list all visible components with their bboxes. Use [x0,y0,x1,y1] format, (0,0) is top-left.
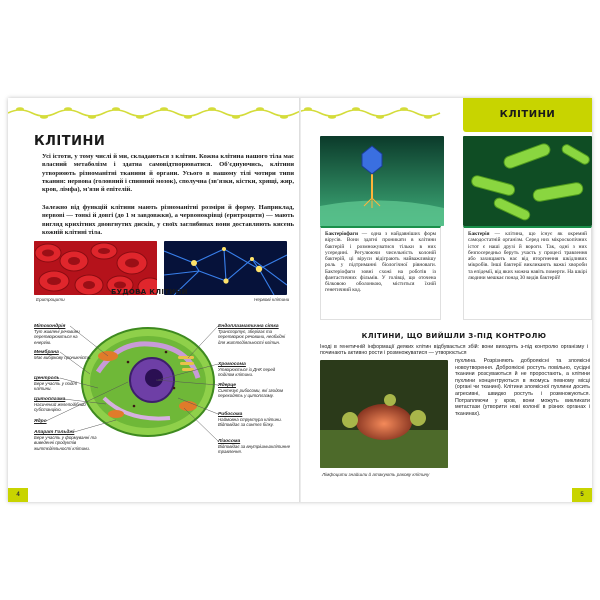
phage-term: Бактеріофаги [325,231,358,237]
cancer-cell-photo [320,360,448,468]
label-mitochondria-name: Мітохондрія [34,324,66,329]
label-nucleolus-name: Ядерце [218,383,236,388]
label-golgi-text: Бере участь у формуванні та виведенні продуктів життєдіяльності клітини. [34,435,97,451]
label-centriole-text: Бере участь у поділі клітини. [34,381,77,392]
caption-neurons: Нервові клітини [254,297,290,302]
label-chromosome-text: Утворюється із ДНК перед поділом клітини. [218,367,276,378]
label-leader-lines [8,98,300,502]
label-membrane-name: Мембрана [34,350,59,355]
label-chromosome-name: Хромосома [218,362,246,367]
page-number-right: 5 [572,488,592,502]
section-badge-label: КЛІТИНИ [499,109,556,120]
section-intro: Іноді в генетичній інформації деяких клітин відбувається збій: вони виходять з-під контролю організму і починають активно рости і розмножуватися — утворюється [320,344,588,357]
page-number-left: 4 [8,488,28,502]
caption-erythrocytes: Еритроцити [36,297,65,302]
bacteria-term: Бактерія [468,231,490,237]
label-ribosome-text: Наймовна структура клітини. Відповідає за синтез білку. [218,417,282,428]
label-mitochondria-text: Тут живлені речовини перетворюються на енергію. [34,329,80,345]
label-er-text: Транспортує, зберігає та перетворює речовини, необхідні для життєдіяльності клітин. [218,329,286,345]
label-er-name: Ендоплазматична сітка [218,324,279,329]
bacteria-card [463,226,592,320]
page-title: КЛІТИНИ [34,134,106,149]
structure-title: БУДОВА КЛІТИНИ [111,288,188,296]
section-badge [463,98,592,132]
label-centriole-name: Центроль [34,376,60,381]
label-membrane-text: Має вибіркову проникність. [34,355,92,361]
phage-text: — одна з найдавніших форм вірусів. Вони здатні проникати в клітини бактерій і розмножуватися тільки в них усередині. Регулюючи чисельність колоній бактерій, ці віруси відіграють найважливішу роль у підтриманні біологічної рівноваги. Бактеріофаги зовні схожі на роботів із фантастичних фільмів. У голівці, що оточена білковою оболонкою, міститься їхній генетичний код. [325,231,436,294]
section-body: пухлина. Розрізняють доброякісні та злоякісні новоутворення. Доброякісні ростуть повільно, сусідні тканини розсуваються й не проростають, а клітини пухлини концентруються в якомусь певному місці (органі чи тканині). Клітини злоякісної пухлини досить агресивні, швидко ростуть і розмножуються. Потрапляючи у кров, вони можуть викликати метастази (утворити нові колонії в різних органах і тканинах). [455,358,590,417]
book-spread [8,98,592,502]
label-lysosome-name: Лізосома [218,439,241,444]
bacteria-text: — клітина, що існує як окремий самодостатній організм. Серед них мікроскопічних істот є наші друзі й вороги. Так, одні з них безпосередньо беруть участь у процесі травлення або захищають нас від вторгнення шкідливих мікробів. Інші бактерії викликають важкі хвороби та епідемії, від яких можна навіть померти. На шкірі людини мешкає понад 30 видів бактерій! [468,231,587,281]
phage-card [320,226,441,320]
bacteria-photo [463,136,592,226]
label-nucleolus-text: Синтезує рибосоми, які згодом переходять у цитоплазму. [218,388,283,399]
label-golgi-name: Апарат Гольджі [34,430,75,435]
label-nucleus-name: Ядро [34,419,47,424]
label-lysosome-text: Відповідає за внутрішньоклітинне травлення. [218,444,291,455]
bacteriophage-photo [320,136,444,226]
cancer-photo-caption: Лімфоцити знайшли й атакують ракову клітину [322,472,430,477]
intro-paragraph-2: Залежно від функцій клітини мають різноманітні розміри й форму. Наприклад, нервові — тонкі й довгі (до 1 м завдовжки), а червонокрівці (еритроцити) — мають вигляд крихітних двовгнутих дисків, у своїх заглибинах вони доставляють кисень кожній клітині тіла. [42,204,294,236]
intro-paragraph: Усі істоти, у тому числі й ми, складаються з клітин. Кожна клітина нашого тіла має власний метаболізм і здатна самовідтворюватися. Об'єднуючись, клітини утворюють різноманітні тканини й органи. Усього в нашому тілі чотири типи тканин: нервова (головний і спинний мозок), сполучна (зв'язки, кістки, хрящі, жир, кров, лімфа), м'язи й епітелій. [42,153,294,194]
label-cytoplasm-text: Насичений желеподібний субстанцією. [34,402,86,413]
section-title: КЛІТИНИ, ЩО ВИЙШЛИ З-ПІД КОНТРОЛЮ [361,332,547,340]
label-cytoplasm-name: Цитоплазма [34,397,66,402]
label-ribosome-name: Рибосома [218,412,243,417]
